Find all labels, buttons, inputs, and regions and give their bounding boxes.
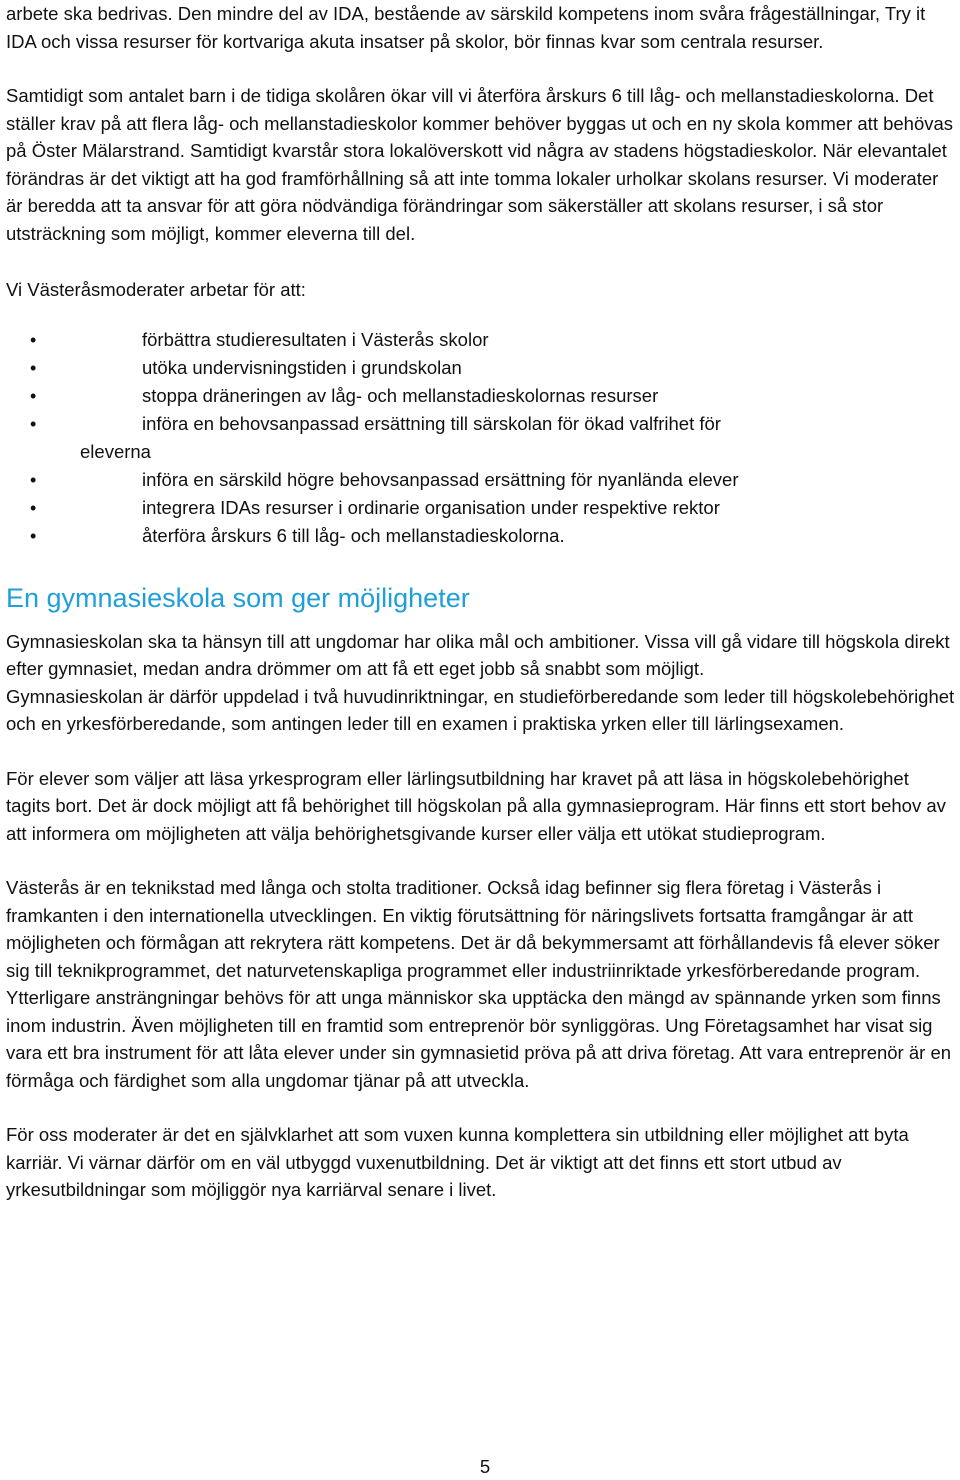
adult-education-paragraph: För oss moderater är det en självklarhet att som vuxen kunna komplettera sin utbildning eller möjlighet att byta karriär. Vi värnar därför om en väl utbyggd vuxenutbildning. Det är viktigt att det finns ett stort utbud av yrkesutbildningar som möjliggör nya karriärval senare i livet.: [6, 1124, 909, 1200]
school-years-paragraph: Samtidigt som antalet barn i de tidiga skolåren ökar vill vi återföra årskurs 6 till låg- och mellanstadieskolorna. Det ställer krav på att flera låg- och mellanstadieskolor kommer behöver byggas ut och en ny skola kommer att behövas på Öster Mälarstrand. Samtidigt kvarstår stora lokalöverskott vid några av stadens högstadieskolor. När elevantalet förändras är det viktigt att ha god framförhållning så att inte tomma lokaler urholkar skolans resurser. Vi moderater är beredda att ta ansvar för att göra nödvändiga förändringar som säkerställer att skolans resurser, i så stor utsträckning som möjligt, kommer eleverna till del.: [6, 85, 954, 244]
list-item-text: återföra årskurs 6 till låg- och mellanstadieskolorna.: [142, 524, 565, 546]
list-item-text: införa en särskild högre behovsanpassad ersättning för nyanlända elever: [142, 468, 739, 490]
list-item: [6, 354, 956, 382]
bullet-icon: •: [30, 413, 37, 434]
technology-city-paragraph: Västerås är en teknikstad med långa och stolta traditioner. Också idag befinner sig flera företag i Västerås i framkanten i den internationella utvecklingen. En viktig förutsättning för näringslivets fortsatta framgångar är att möjligheten och förmågan att rekrytera rätt kompetens. Det är då bekymmersamt att förhållandevis få elever söker sig till teknikprogrammet, det naturvetenskapliga programmet eller industriinriktade yrkesförberedande program. Ytterligare ansträngningar behövs för att unga människor ska upptäcka den mängd av spännande yrken som finns inom industrin. Även möjligheten till en framtid som entreprenör bör synliggöras. Ung Företagsamhet har visat sig vara ett bra instrument för att låta elever under sin gymnasietid pröva på att driva företag. Att vara entreprenör är en förmåga och färdighet som alla ungdomar tjänar på att utveckla.: [6, 877, 952, 1091]
page-number: 5: [479, 1456, 491, 1477]
bullet-icon: •: [30, 525, 37, 546]
list-item-text: förbättra studieresultaten i Västerås skolor: [142, 328, 489, 350]
intro-paragraph: arbete ska bedrivas. Den mindre del av IDA, bestående av särskild kompetens inom svåra frågeställningar, Try it IDA och vissa resurser för kortvariga akuta insatser på skolor, bör finnas kvar som centrala resurser.: [6, 3, 926, 52]
list-item-text: stoppa dräneringen av låg- och mellanstadieskolornas resurser: [142, 384, 659, 406]
gymnasium-goals-paragraph: Gymnasieskolan ska ta hänsyn till att ungdomar har olika mål och ambitioner. Vissa vill gå vidare till högskola direkt efter gymnasiet, medan andra drömmer om att få ett eget jobb så snabbt som möjligt.: [6, 630, 950, 679]
gymnasium-section-heading: En gymnasieskola som ger möjligheter: [6, 582, 470, 613]
bullet-icon: •: [30, 497, 37, 518]
list-item-text: utöka undervisningstiden i grundskolan: [142, 356, 462, 378]
commitments-heading: Vi Västeråsmoderater arbetar för att:: [6, 279, 306, 300]
list-item-text: införa en behovsanpassad ersättning till särskolan för ökad valfrihet för: [142, 412, 721, 434]
vocational-eligibility-paragraph: För elever som väljer att läsa yrkesprogram eller lärlingsutbildning har kravet på att läsa in högskolebehörighet tagits bort. Det är dock möjligt att få behörighet till högskolan på alla gymnasieprogram. Här finns ett stort behov av att informera om möjligheten att välja behörighetsgivande kurser eller välja ett utökat studieprogram.: [6, 767, 946, 844]
gymnasium-structure-paragraph: Gymnasieskolan är därför uppdelad i två huvudinriktningar, en studieförberedande som leder till högskolebehörighet och en yrkesförberedande, som antingen leder till en examen i praktiska yrken eller till lärlingsexamen.: [6, 685, 955, 734]
list-item: [6, 466, 956, 494]
bullet-icon: •: [30, 469, 37, 490]
document-page: [6, 0, 956, 1204]
list-item: [6, 522, 956, 550]
list-item: [6, 494, 956, 522]
list-item: [6, 326, 956, 354]
bullet-icon: •: [30, 329, 37, 350]
list-item: [6, 382, 956, 410]
bullet-icon: •: [30, 385, 37, 406]
bullet-icon: •: [30, 357, 37, 378]
commitments-list: [6, 326, 956, 550]
list-item-text: integrera IDAs resurser i ordinarie organisation under respektive rektor: [142, 496, 720, 518]
list-item-continuation: eleverna: [80, 440, 151, 462]
list-item: [6, 410, 956, 466]
